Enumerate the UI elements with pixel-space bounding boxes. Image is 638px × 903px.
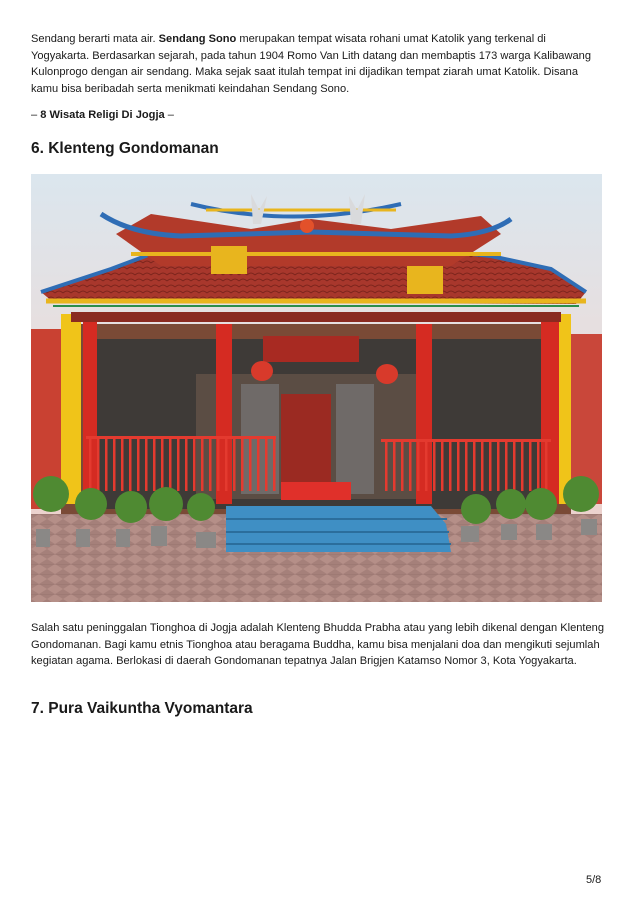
- link-prefix: –: [31, 109, 41, 121]
- para-rest: merupakan tempat wisata rohani umat Katolik yang terkenal di Yogyakarta. Berdasarkan sejarah, pada tahun 1904 Romo Van Lith datang dan membaptis 173 warga Kalibawang Kulonprogo dengan air sendang. Maka sejak saat itulah tempat ini dijadikan tempat ziarah umat Katolik. Disana kamu bisa beribadah serta menikmati keindahan Sendang Sono.: [31, 33, 591, 95]
- sendang-sono-paragraph: [31, 31, 606, 97]
- klenteng-paragraph: Salah satu peninggalan Tionghoa di Jogja adalah Klenteng Bhudda Prabha atau yang lebih dikenal dengan Klenteng Gondomanan. Bagi kamu etnis Tionghoa atau beragama Buddha, kamu bisa menjalani doa dan mengikuti sejumlah kegiatan agama. Berlokasi di daerah Gondomanan tepatnya Jalan Brigjen Katamso Nomor 3, Kota Yogyakarta.: [31, 622, 605, 667]
- sendang-sono-bold: Sendang Sono: [158, 33, 237, 45]
- klenteng-photo: [31, 174, 602, 602]
- related-link-line: [31, 107, 174, 123]
- section-heading-pura: 7. Pura Vaikuntha Vyomantara: [31, 700, 253, 717]
- para-start: Sendang berarti mata air.: [31, 33, 159, 45]
- section-heading-klenteng: 6. Klenteng Gondomanan: [31, 140, 219, 157]
- page-number: 5/8: [586, 874, 602, 886]
- related-link[interactable]: 8 Wisata Religi Di Jogja: [40, 109, 165, 121]
- link-suffix: –: [164, 109, 174, 121]
